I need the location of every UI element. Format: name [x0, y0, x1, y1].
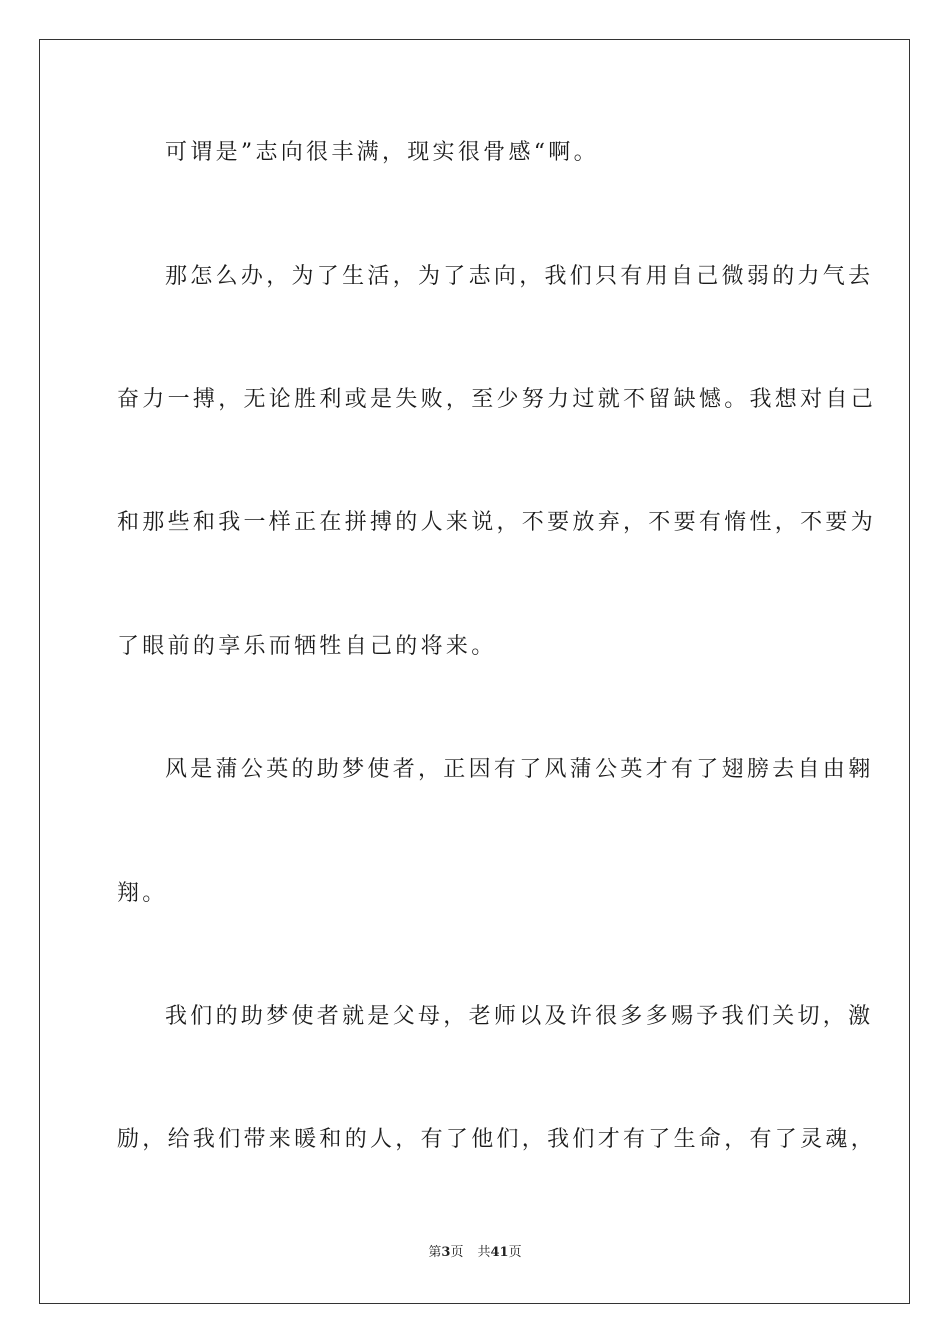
text-line-2: 那怎么办，为了生活，为了志向，我们只有用自己微弱的力气去: [165, 264, 874, 289]
page-suffix: 页: [450, 1245, 464, 1260]
total-suffix: 页: [508, 1245, 522, 1260]
total-prefix: 共: [477, 1245, 491, 1260]
text-line-7: 翔。: [117, 881, 168, 906]
page-prefix: 第: [428, 1245, 442, 1260]
text-line-4: 和那些和我一样正在拼搏的人来说，不要放弃，不要有惰性，不要为: [117, 510, 877, 535]
text-line-6: 风是蒲公英的助梦使者，正因有了风蒲公英才有了翅膀去自由翱: [165, 757, 874, 782]
page-footer: [0, 1245, 950, 1261]
text-line-1: 可谓是”志向很丰满，现实很骨感“啊。: [165, 140, 599, 165]
text-line-9: 励，给我们带来暖和的人，有了他们，我们才有了生命，有了灵魂，: [117, 1127, 877, 1152]
total-pages: 41: [490, 1245, 509, 1260]
page-number: 3: [441, 1245, 451, 1260]
page-frame: [39, 39, 910, 1304]
text-line-3: 奋力一搏，无论胜利或是失败，至少努力过就不留缺憾。我想对自己: [117, 387, 877, 412]
text-line-8: 我们的助梦使者就是父母，老师以及许很多多赐予我们关切，激: [165, 1004, 874, 1029]
text-line-5: 了眼前的享乐而牺牲自己的将来。: [117, 634, 497, 659]
